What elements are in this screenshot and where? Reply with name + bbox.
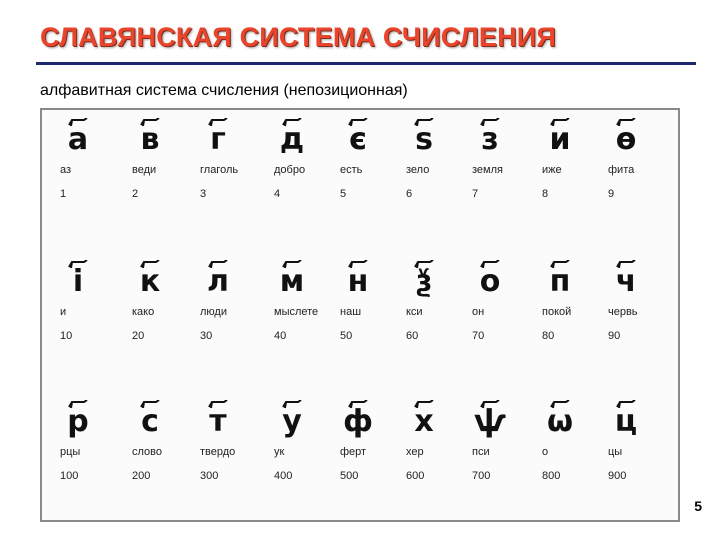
letter-glyph: к: [139, 264, 161, 299]
numeral-cell: [606, 118, 678, 202]
numeric-value: 30: [200, 330, 213, 342]
numeric-value: 400: [274, 470, 293, 482]
numeral-cell: [540, 400, 612, 484]
letter-name: добро: [274, 164, 306, 176]
letter-name: фита: [608, 164, 635, 176]
numeral-cell: [338, 260, 410, 344]
numeral-cell: [58, 400, 130, 484]
numeric-value: 60: [406, 330, 419, 342]
numeric-value: 2: [132, 188, 139, 200]
letter-name: твердо: [200, 446, 236, 458]
letter-name: есть: [340, 164, 363, 176]
letter-name: рцы: [60, 446, 81, 458]
letter-glyph: г: [210, 122, 226, 157]
numeric-value: 70: [472, 330, 485, 342]
letter-glyph: а: [67, 122, 89, 157]
numeral-cell: [198, 260, 270, 344]
letter-glyph: і: [72, 264, 84, 299]
letter-glyph: ц: [614, 404, 638, 439]
letter-name: он: [472, 306, 485, 318]
letter-glyph: ѕ: [415, 122, 433, 157]
numeral-cell: [198, 400, 270, 484]
letter-name: земля: [472, 164, 503, 176]
numeral-cell: [272, 400, 344, 484]
numeric-value: 40: [274, 330, 287, 342]
numeric-value: 50: [340, 330, 353, 342]
page-title: СЛАВЯНСКАЯ СИСТЕМА СЧИСЛЕНИЯ: [40, 22, 557, 52]
letter-glyph: п: [549, 264, 571, 299]
letter-glyph: х: [414, 404, 434, 439]
numeral-cell: [470, 400, 542, 484]
numeric-value: 200: [132, 470, 151, 482]
letter-name: аз: [60, 164, 72, 176]
letter-glyph: ч: [615, 264, 637, 299]
letter-name: наш: [340, 306, 362, 318]
numeric-value: 8: [542, 188, 549, 200]
numeral-cell: [272, 118, 344, 202]
letter-glyph: з: [481, 122, 499, 157]
numeric-value: 20: [132, 330, 145, 342]
numeric-value: 500: [340, 470, 359, 482]
numeric-value: 9: [608, 188, 615, 200]
numeral-cell: [606, 260, 678, 344]
letter-name: зело: [406, 164, 430, 176]
letter-glyph: є: [349, 122, 367, 157]
numeral-cell: [470, 260, 542, 344]
letter-name: слово: [132, 446, 162, 458]
numeral-cell: [130, 400, 202, 484]
letter-glyph: ѯ: [415, 264, 433, 299]
letter-name: пси: [472, 446, 490, 458]
letter-name: мыслете: [274, 306, 319, 318]
letter-glyph: в: [140, 122, 160, 157]
letter-name: ук: [274, 446, 285, 458]
page-number: 5: [694, 498, 702, 514]
letter-name: веди: [132, 164, 157, 176]
numeral-cell: [198, 118, 270, 202]
letter-glyph: ѱ: [474, 404, 506, 439]
numeric-value: 3: [200, 188, 207, 200]
letter-glyph: ф: [343, 404, 373, 439]
numeric-value: 700: [472, 470, 491, 482]
numeric-value: 100: [60, 470, 79, 482]
numeric-value: 800: [542, 470, 561, 482]
numeric-value: 300: [200, 470, 219, 482]
letter-glyph: д: [279, 122, 305, 157]
letter-name: и: [60, 306, 67, 318]
letter-name: о: [542, 446, 549, 458]
letter-name: цы: [608, 446, 623, 458]
letter-glyph: о: [479, 264, 501, 299]
letter-name: червь: [608, 306, 638, 318]
numeral-cell: [540, 118, 612, 202]
numeric-value: 600: [406, 470, 425, 482]
numeric-value: 5: [340, 188, 347, 200]
numeral-cell: [404, 260, 476, 344]
numeral-cell: [470, 118, 542, 202]
letter-name: кси: [406, 306, 423, 318]
numeral-cell: [58, 118, 130, 202]
letter-glyph: р: [67, 404, 89, 439]
letter-glyph: и: [549, 122, 571, 157]
numeral-cell: [338, 118, 410, 202]
numeral-cell: [404, 118, 476, 202]
numeral-cell: [540, 260, 612, 344]
numeric-value: 4: [274, 188, 281, 200]
letter-glyph: ѳ: [615, 122, 637, 157]
numeric-value: 80: [542, 330, 555, 342]
numeral-cell: [404, 400, 476, 484]
numeric-value: 900: [608, 470, 627, 482]
letter-name: хер: [406, 446, 424, 458]
numeric-value: 7: [472, 188, 479, 200]
numeral-cell: [58, 260, 130, 344]
numeral-cell: [272, 260, 344, 344]
letter-glyph: ѡ: [546, 404, 574, 439]
letter-name: глаголь: [200, 164, 239, 176]
letter-glyph: м: [279, 264, 305, 299]
numeric-value: 1: [60, 188, 67, 200]
letter-glyph: у: [282, 404, 302, 439]
page-subtitle: алфавитная система счисления (непозиционная): [40, 82, 408, 99]
letter-name: иже: [542, 164, 562, 176]
numeric-value: 90: [608, 330, 621, 342]
numeric-value: 6: [406, 188, 413, 200]
numeral-cell: [130, 118, 202, 202]
numeric-value: 10: [60, 330, 73, 342]
letter-glyph: т: [209, 404, 227, 439]
letter-name: покой: [542, 306, 572, 318]
numeral-cell: [338, 400, 410, 484]
title-underline: [36, 62, 696, 65]
letter-name: како: [132, 306, 155, 318]
numeral-cell: [130, 260, 202, 344]
letter-name: ферт: [340, 446, 367, 458]
letter-glyph: н: [347, 264, 369, 299]
letter-glyph: л: [207, 264, 229, 299]
numeral-cell: [606, 400, 678, 484]
letter-name: люди: [200, 306, 227, 318]
numeral-table: [40, 108, 680, 522]
letter-glyph: с: [141, 404, 159, 439]
